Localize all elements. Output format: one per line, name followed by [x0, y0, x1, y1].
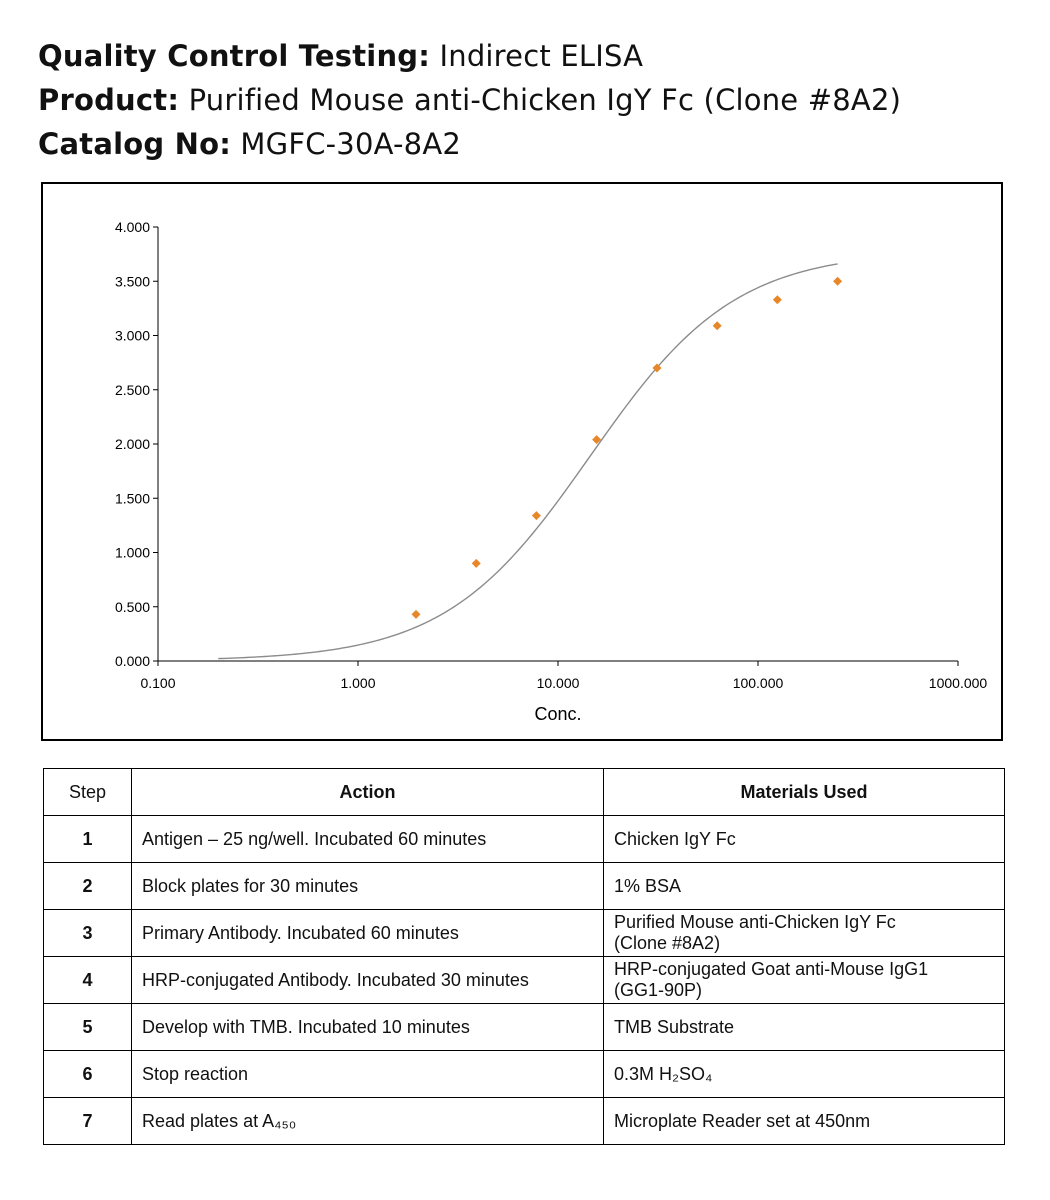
table-row	[44, 1098, 1005, 1145]
action-cell: Antigen – 25 ng/well. Incubated 60 minutes	[132, 816, 604, 863]
materials-text: Purified Mouse anti-Chicken IgY Fc	[614, 912, 896, 932]
y-tick-label: 0.500	[114, 598, 150, 615]
protocol-table	[43, 768, 1005, 1145]
step-number: 7	[44, 1098, 132, 1145]
materials-cell	[604, 816, 1005, 863]
action-cell: Block plates for 30 minutes	[132, 863, 604, 910]
materials-text: 1% BSA	[614, 875, 682, 896]
data-point	[532, 511, 541, 520]
materials-text: (GG1-90P)	[614, 980, 703, 1000]
y-tick-label: 2.000	[114, 436, 150, 452]
x-tick-label: 100.000	[732, 675, 784, 691]
fit-curve	[218, 264, 837, 659]
data-point	[472, 559, 481, 568]
table-row	[44, 1004, 1005, 1051]
materials-text: 0.3M H₂SO₄	[614, 1063, 713, 1084]
data-point	[773, 295, 782, 304]
qc-testing-value: Indirect ELISA	[439, 39, 644, 73]
y-tick-label: 1.000	[114, 544, 150, 561]
materials-text: HRP-conjugated Goat anti-Mouse IgG1	[614, 959, 929, 979]
table-row	[44, 816, 1005, 863]
table-row	[44, 910, 1005, 957]
materials-text: Microplate Reader set at 450nm	[614, 1110, 871, 1131]
table-header-row	[44, 769, 1005, 816]
materials-text: (Clone #8A2)	[614, 933, 721, 953]
x-axis-title: Conc.	[534, 704, 582, 724]
materials-cell	[604, 957, 1005, 1004]
catalog-value: MGFC-30A-8A2	[240, 127, 462, 161]
table-row	[44, 1051, 1005, 1098]
chart-axes	[115, 219, 987, 691]
data-point	[412, 610, 421, 619]
elisa-chart-frame	[41, 182, 1003, 741]
elisa-chart	[43, 184, 1001, 739]
action-cell: HRP-conjugated Antibody. Incubated 30 minutes	[132, 957, 604, 1004]
y-tick-label: 4.000	[114, 219, 150, 235]
data-point	[833, 277, 842, 286]
step-number: 3	[44, 910, 132, 957]
product-line	[38, 78, 1018, 122]
data-points-layer	[412, 277, 843, 619]
product-label: Product:	[38, 83, 180, 117]
header	[38, 34, 1018, 166]
x-tick-label: 0.100	[140, 675, 176, 691]
x-tick-label: 1000.000	[928, 675, 988, 691]
product-value: Purified Mouse anti-Chicken IgY Fc (Clone #8A2)	[188, 83, 902, 117]
y-tick-label: 0.000	[114, 653, 150, 669]
materials-text: Chicken IgY Fc	[614, 828, 736, 849]
action-cell: Primary Antibody. Incubated 60 minutes	[132, 910, 604, 957]
materials-cell	[604, 1004, 1005, 1051]
step-number: 2	[44, 863, 132, 910]
materials-cell	[604, 863, 1005, 910]
step-number: 1	[44, 816, 132, 863]
catalog-label: Catalog No:	[38, 127, 231, 161]
step-number: 6	[44, 1051, 132, 1098]
fit-curve-layer	[218, 264, 837, 659]
y-tick-label: 3.000	[114, 327, 150, 344]
table-row	[44, 863, 1005, 910]
materials-cell	[604, 910, 1005, 957]
data-point	[713, 321, 722, 330]
step-column-header: Step	[44, 769, 132, 816]
action-cell: Stop reaction	[132, 1051, 604, 1098]
catalog-line	[38, 122, 1018, 166]
materials-column-header: Materials Used	[604, 769, 1005, 816]
y-tick-label: 1.500	[114, 490, 150, 507]
action-cell: Read plates at A₄₅₀	[132, 1098, 604, 1145]
action-column-header: Action	[132, 769, 604, 816]
y-tick-label: 2.500	[114, 381, 150, 398]
materials-text: TMB Substrate	[614, 1016, 735, 1037]
table-row	[44, 957, 1005, 1004]
step-number: 4	[44, 957, 132, 1004]
y-tick-label: 3.500	[114, 273, 150, 290]
x-tick-label: 1.000	[340, 675, 376, 691]
x-tick-label: 10.000	[536, 675, 580, 691]
materials-cell	[604, 1051, 1005, 1098]
qc-testing-line	[38, 34, 1018, 78]
step-number: 5	[44, 1004, 132, 1051]
materials-cell	[604, 1098, 1005, 1145]
action-cell: Develop with TMB. Incubated 10 minutes	[132, 1004, 604, 1051]
qc-testing-label: Quality Control Testing:	[38, 39, 431, 73]
